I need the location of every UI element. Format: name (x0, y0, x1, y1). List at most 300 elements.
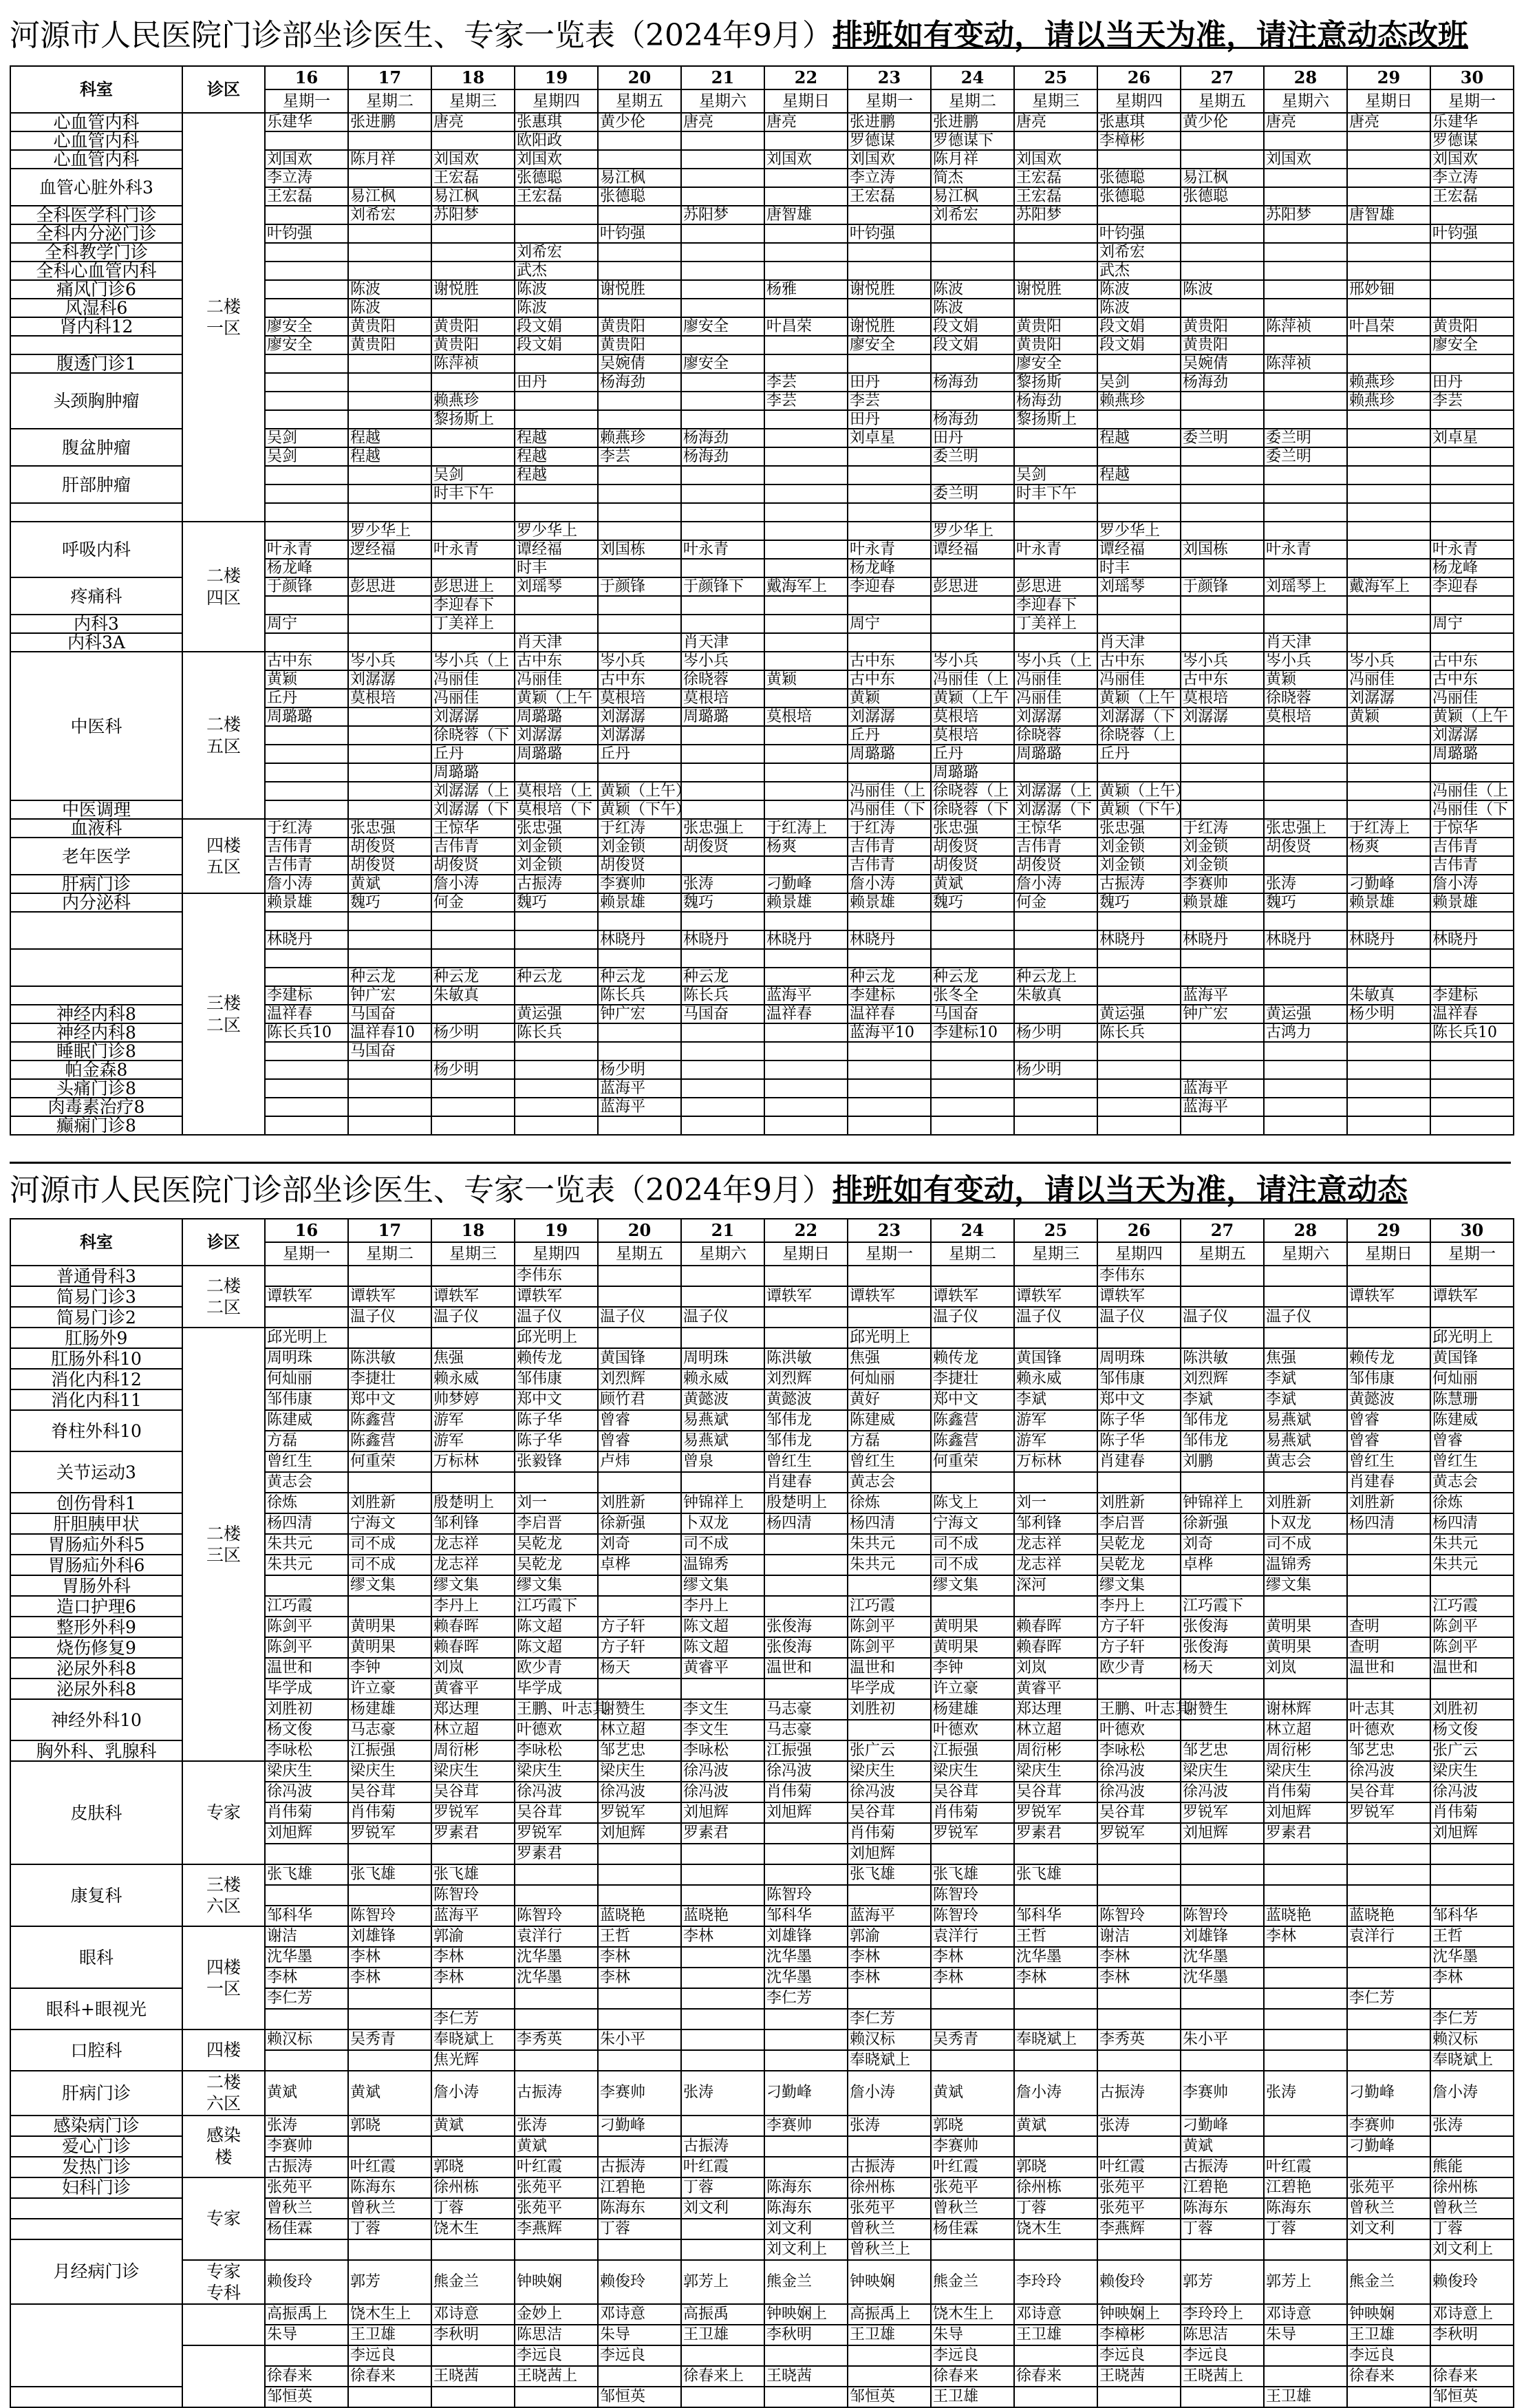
doctor-cell (681, 2345, 764, 2366)
doctor-cell: 徐炼 (265, 1493, 348, 1513)
doctor-cell (1264, 410, 1347, 429)
doctor-cell (848, 299, 931, 317)
doctor-cell (1430, 354, 1514, 373)
doctor-cell: 马国奋 (348, 1005, 431, 1023)
doctor-cell: 丘丹 (848, 726, 931, 745)
doctor-cell (1430, 1266, 1514, 1286)
doctor-cell: 刘文利上 (764, 2239, 848, 2260)
doctor-cell: 邓诗意 (431, 2304, 515, 2325)
doctor-cell: 李樟彬 (1097, 131, 1181, 150)
doctor-cell (1347, 968, 1430, 986)
doctor-cell: 邹伟康 (265, 1389, 348, 1410)
doctor-cell (598, 1679, 681, 1699)
doctor-cell (764, 1596, 848, 1617)
doctor-cell: 李斌 (1264, 1389, 1347, 1410)
doctor-cell: 李燕辉 (1097, 2219, 1181, 2239)
doctor-cell: 刘潺潺 (848, 707, 931, 726)
doctor-cell: 曾秋兰 (848, 2219, 931, 2239)
doctor-cell (1264, 1472, 1347, 1493)
doctor-cell: 丁蓉 (1264, 2219, 1347, 2239)
doctor-cell: 钟广宏 (348, 986, 431, 1005)
header-weekday: 星期一 (848, 1242, 931, 1266)
doctor-cell: 黄贵阳 (598, 336, 681, 354)
doctor-cell: 李林 (348, 1968, 431, 1988)
doctor-cell (764, 782, 848, 800)
doctor-cell (681, 1328, 764, 1348)
doctor-cell: 廖安全 (681, 317, 764, 336)
doctor-cell: 赖传龙 (515, 1348, 598, 1369)
doctor-cell (1181, 206, 1264, 224)
department-cell: 泌尿外科8 (10, 1679, 182, 1699)
doctor-cell (1181, 949, 1264, 968)
doctor-cell (931, 1098, 1014, 1116)
doctor-cell: 冯丽佳 (431, 689, 515, 707)
department-cell: 风湿科6 (10, 299, 182, 317)
doctor-cell: 沈华墨 (1181, 1947, 1264, 1968)
doctor-cell (681, 1061, 764, 1079)
doctor-cell: 古中东 (515, 652, 598, 670)
doctor-cell (598, 1575, 681, 1596)
header-date: 21 (681, 1219, 764, 1242)
doctor-cell: 龙志祥 (1014, 1534, 1097, 1555)
doctor-cell: 黄贵阳 (1181, 336, 1264, 354)
doctor-cell (1264, 1947, 1347, 1968)
doctor-cell (265, 633, 348, 652)
doctor-cell (1347, 615, 1430, 633)
doctor-cell: 陈萍祯 (1264, 354, 1347, 373)
doctor-cell (1347, 187, 1430, 206)
doctor-cell (515, 1061, 598, 1079)
doctor-cell: 赖俊玲 (1430, 2260, 1514, 2305)
doctor-cell: 段文娟 (515, 317, 598, 336)
doctor-cell (348, 354, 431, 373)
doctor-cell: 刘国栋 (1181, 540, 1264, 559)
doctor-cell (1347, 131, 1430, 150)
doctor-cell (1264, 243, 1347, 262)
doctor-cell (515, 224, 598, 243)
doctor-cell: 黄斌 (348, 875, 431, 893)
doctor-cell: 李林 (431, 1947, 515, 1968)
doctor-cell: 曾红生 (764, 1451, 848, 1472)
doctor-cell: 李捷壮 (348, 1369, 431, 1389)
clinic-area-cell (182, 522, 265, 652)
doctor-cell: 谢悦胜 (848, 317, 931, 336)
table-row (10, 113, 1514, 131)
doctor-cell (348, 392, 431, 410)
doctor-cell (681, 1844, 764, 1864)
clinic-area-label: 四楼一区 (206, 1957, 241, 1999)
doctor-cell (681, 2219, 764, 2239)
doctor-cell: 熊金兰 (931, 2260, 1014, 2305)
schedule-title-bottom (10, 1170, 1408, 1211)
doctor-cell (348, 484, 431, 503)
header-weekday: 星期三 (1014, 89, 1097, 113)
doctor-cell (1181, 559, 1264, 577)
doctor-cell: 张俊海 (764, 1617, 848, 1637)
doctor-cell: 叶永青 (431, 540, 515, 559)
doctor-cell: 杨少明 (598, 1061, 681, 1079)
doctor-cell (681, 800, 764, 819)
doctor-cell: 陈智玲 (931, 1906, 1014, 1926)
doctor-cell: 李林 (931, 1968, 1014, 1988)
department-cell: 腹盆肿瘤 (10, 429, 182, 466)
doctor-cell (1097, 2239, 1181, 2260)
doctor-cell: 丁蓉 (1181, 2219, 1264, 2239)
doctor-cell (1264, 169, 1347, 187)
doctor-cell: 李远良 (1181, 2345, 1264, 2366)
doctor-cell (1264, 726, 1347, 745)
doctor-cell: 焦光辉 (431, 2050, 515, 2071)
doctor-cell: 朱共元 (265, 1555, 348, 1575)
doctor-cell: 王晓茜 (1097, 2366, 1181, 2387)
doctor-cell: 游军 (1014, 1431, 1097, 1451)
doctor-cell: 刘希宏 (348, 206, 431, 224)
doctor-cell: 龙志祥 (431, 1555, 515, 1575)
doctor-cell (1014, 1116, 1097, 1135)
doctor-cell: 刘国欢 (848, 150, 931, 169)
doctor-cell (1181, 968, 1264, 986)
doctor-cell: 叶德欢 (931, 1720, 1014, 1740)
doctor-cell: 奉晓斌上 (431, 2029, 515, 2050)
doctor-cell: 徐晓蓉（上 (931, 782, 1014, 800)
doctor-cell: 李芸 (848, 392, 931, 410)
doctor-cell: 胡俊贤 (431, 856, 515, 875)
doctor-cell: 莫根培 (931, 726, 1014, 745)
doctor-cell: 赖传龙 (1347, 1348, 1430, 1369)
doctor-cell: 李咏松 (265, 1740, 348, 1761)
doctor-cell (681, 912, 764, 930)
doctor-cell: 梁庆生 (515, 1761, 598, 1782)
doctor-cell (764, 540, 848, 559)
department-cell: 眼科 (10, 1926, 182, 1988)
doctor-cell: 罗锐军 (598, 1802, 681, 1823)
doctor-cell (515, 2387, 598, 2407)
doctor-cell (681, 782, 764, 800)
doctor-cell: 王宏磊 (431, 169, 515, 187)
doctor-cell (681, 224, 764, 243)
header-dept: 科室 (10, 66, 182, 113)
doctor-cell: 陈长兵10 (265, 1023, 348, 1042)
doctor-cell (348, 262, 431, 280)
doctor-cell: 陈波 (515, 280, 598, 299)
doctor-cell: 温祥春 (1430, 1005, 1514, 1023)
doctor-cell: 杨佳霖 (931, 2219, 1014, 2239)
doctor-cell (431, 522, 515, 540)
doctor-cell (1097, 1098, 1181, 1116)
doctor-cell: 马志豪 (764, 1699, 848, 1720)
doctor-cell (681, 280, 764, 299)
doctor-cell (681, 2029, 764, 2050)
doctor-cell: 叶德欢 (515, 1720, 598, 1740)
header-date: 20 (598, 1219, 681, 1242)
doctor-cell (431, 224, 515, 243)
doctor-cell: 邹恒英 (848, 2387, 931, 2407)
doctor-cell (598, 559, 681, 577)
doctor-cell: 詹小涛 (1430, 2071, 1514, 2116)
doctor-cell (681, 169, 764, 187)
doctor-cell: 程越 (515, 447, 598, 466)
doctor-cell: 陈波 (931, 280, 1014, 299)
doctor-cell (515, 1472, 598, 1493)
doctor-cell (1181, 410, 1264, 429)
doctor-cell (1430, 243, 1514, 262)
doctor-cell: 张苑平 (1097, 2198, 1181, 2219)
doctor-cell: 陈智玲 (1181, 1906, 1264, 1926)
doctor-cell (431, 1098, 515, 1116)
doctor-cell (348, 1596, 431, 1617)
doctor-cell (515, 392, 598, 410)
doctor-cell: 朱导 (265, 2325, 348, 2345)
doctor-cell: 刘文利 (681, 2198, 764, 2219)
doctor-cell: 深河 (1014, 1575, 1097, 1596)
doctor-cell (348, 726, 431, 745)
department-cell: 头颈胸肿瘤 (10, 373, 182, 429)
doctor-cell: 林立超 (1014, 1720, 1097, 1740)
doctor-cell (348, 2050, 431, 2071)
doctor-cell: 李赛帅 (1181, 2071, 1264, 2116)
header-weekday: 星期六 (1264, 89, 1347, 113)
doctor-cell: 古振涛 (515, 2071, 598, 2116)
doctor-cell: 杨海劲 (1014, 392, 1097, 410)
doctor-cell (1181, 1575, 1264, 1596)
doctor-cell (1347, 1116, 1430, 1135)
doctor-cell: 王晓茜上 (1181, 2366, 1264, 2387)
doctor-cell (1181, 2387, 1264, 2407)
table-row (10, 1761, 1514, 1782)
doctor-cell: 徐晓蓉 (681, 670, 764, 689)
doctor-cell (848, 1988, 931, 2009)
department-cell: 胃肠疝外科6 (10, 1555, 182, 1575)
doctor-cell (431, 1328, 515, 1348)
doctor-cell: 邹伟康 (1097, 1369, 1181, 1389)
doctor-cell (348, 2136, 431, 2157)
doctor-cell (265, 782, 348, 800)
doctor-cell (1014, 930, 1097, 949)
doctor-cell (1014, 1098, 1097, 1116)
doctor-cell: 种云龙 (431, 968, 515, 986)
doctor-cell: 沈华墨 (1181, 1968, 1264, 1988)
doctor-cell (598, 763, 681, 782)
department-cell: 胃肠外科 (10, 1575, 182, 1596)
doctor-cell: 段文娟 (515, 336, 598, 354)
doctor-cell: 詹小涛 (265, 875, 348, 893)
header-weekday: 星期一 (265, 1242, 348, 1266)
doctor-cell (265, 596, 348, 615)
doctor-cell: 廖安全 (848, 336, 931, 354)
doctor-cell: 岑小兵 (931, 652, 1014, 670)
doctor-cell: 沈华墨 (515, 1968, 598, 1988)
header-weekday: 星期四 (515, 1242, 598, 1266)
doctor-cell (1264, 484, 1347, 503)
doctor-cell (681, 2050, 764, 2071)
doctor-cell: 古中东 (1097, 652, 1181, 670)
doctor-cell (1430, 1988, 1514, 2009)
doctor-cell: 沈华墨 (1430, 1947, 1514, 1968)
table-row (10, 2071, 1514, 2116)
doctor-cell (764, 615, 848, 633)
doctor-cell: 魏巧 (1097, 893, 1181, 912)
doctor-cell (1347, 782, 1430, 800)
doctor-cell (598, 2009, 681, 2029)
doctor-cell: 缪文集 (348, 1575, 431, 1596)
doctor-cell: 古中东 (1181, 670, 1264, 689)
doctor-cell: 李启晋 (1097, 1513, 1181, 1534)
doctor-cell (1181, 1885, 1264, 1906)
doctor-cell (598, 1328, 681, 1348)
doctor-cell: 徐晓蓉（上 (1097, 726, 1181, 745)
doctor-cell: 陈海东 (764, 2177, 848, 2198)
clinic-area-label: 三楼六区 (206, 1874, 241, 1916)
doctor-cell: 刘旭辉 (1430, 1823, 1514, 1844)
doctor-cell: 古中东 (1430, 652, 1514, 670)
doctor-cell (265, 2009, 348, 2029)
doctor-cell: 武杰 (1097, 262, 1181, 280)
doctor-cell (265, 1079, 348, 1098)
doctor-cell: 吉伟青 (265, 856, 348, 875)
doctor-cell: 温世和 (848, 1658, 931, 1679)
doctor-cell: 殷楚明上 (764, 1493, 848, 1513)
doctor-cell: 曾睿 (1347, 1410, 1430, 1431)
clinic-area-label: 二楼六区 (206, 2072, 241, 2114)
doctor-cell: 莫根培 (598, 689, 681, 707)
doctor-cell (1430, 949, 1514, 968)
doctor-cell: 徐冯波 (265, 1782, 348, 1802)
doctor-cell (1264, 1679, 1347, 1699)
doctor-cell: 吴谷茸 (431, 1782, 515, 1802)
doctor-cell: 谢悦胜 (431, 280, 515, 299)
doctor-cell: 唐亮 (764, 113, 848, 131)
doctor-cell: 刘希宏 (515, 243, 598, 262)
doctor-cell: 刘瑶琴上 (1264, 577, 1347, 596)
doctor-cell (1014, 2050, 1097, 2071)
doctor-cell: 杨四清 (1347, 1513, 1430, 1534)
doctor-cell: 张广云 (848, 1740, 931, 1761)
doctor-cell: 易燕斌 (681, 1410, 764, 1431)
doctor-cell: 委兰明 (1181, 429, 1264, 447)
department-cell (10, 2387, 182, 2407)
doctor-cell (848, 2366, 931, 2387)
doctor-cell (515, 930, 598, 949)
department-cell: 肛肠外9 (10, 1328, 182, 1348)
doctor-cell: 廖安全 (681, 354, 764, 373)
doctor-cell: 邹伟龙 (764, 1431, 848, 1451)
doctor-cell: 吴剑 (1014, 466, 1097, 484)
doctor-cell (764, 1061, 848, 1079)
doctor-cell: 詹小涛 (848, 875, 931, 893)
doctor-cell: 李赛帅 (265, 2136, 348, 2157)
doctor-cell (348, 1061, 431, 1079)
header-date: 23 (848, 1219, 931, 1242)
doctor-cell (431, 949, 515, 968)
doctor-cell (1014, 633, 1097, 652)
doctor-cell (764, 262, 848, 280)
doctor-cell (1097, 1472, 1181, 1493)
doctor-cell: 刘卓星 (1430, 429, 1514, 447)
doctor-cell (1347, 1023, 1430, 1042)
clinic-area-label: 二楼四区 (206, 566, 241, 608)
doctor-cell: 莫根培 (681, 689, 764, 707)
doctor-cell: 黎扬斯上 (1014, 410, 1097, 429)
doctor-cell (1181, 1864, 1264, 1885)
doctor-cell: 徐新强 (1181, 1513, 1264, 1534)
doctor-cell: 魏巧 (681, 893, 764, 912)
doctor-cell (348, 1328, 431, 1348)
doctor-cell: 杨文俊 (265, 1720, 348, 1740)
doctor-cell (1347, 800, 1430, 819)
doctor-cell: 叶志其 (1347, 1699, 1430, 1720)
doctor-cell (681, 559, 764, 577)
doctor-cell (431, 243, 515, 262)
doctor-cell: 张苑平 (848, 2198, 931, 2219)
doctor-cell (1264, 373, 1347, 392)
doctor-cell (1347, 1596, 1430, 1617)
header-weekday: 星期一 (1430, 1242, 1514, 1266)
doctor-cell (1014, 1472, 1097, 1493)
doctor-cell: 杨天 (1181, 1658, 1264, 1679)
table-row (10, 2345, 1514, 2366)
doctor-cell (1181, 726, 1264, 745)
doctor-cell: 缪文集 (515, 1575, 598, 1596)
doctor-cell: 游军 (431, 1431, 515, 1451)
doctor-cell: 刘潺潺 (598, 707, 681, 726)
doctor-cell: 欧少青 (1097, 1658, 1181, 1679)
doctor-cell: 程越 (348, 429, 431, 447)
doctor-cell (598, 949, 681, 968)
header-date: 28 (1264, 1219, 1347, 1242)
doctor-cell: 江巧霞下 (515, 1596, 598, 1617)
doctor-cell: 邹科华 (764, 1906, 848, 1926)
doctor-cell (348, 782, 431, 800)
department-cell: 老年医学 (10, 838, 182, 875)
doctor-cell: 李丹上 (431, 1596, 515, 1617)
doctor-cell (764, 2157, 848, 2177)
doctor-cell: 肖伟菊 (848, 1823, 931, 1844)
doctor-cell: 张涛 (1430, 2116, 1514, 2136)
doctor-cell: 张俊海 (764, 1637, 848, 1658)
doctor-cell: 张忠强上 (681, 819, 764, 838)
department-cell: 内科3 (10, 615, 182, 633)
doctor-cell: 钟映娴 (1347, 2304, 1430, 2325)
doctor-cell: 肖伟菊 (1430, 1802, 1514, 1823)
doctor-cell (1347, 596, 1430, 615)
doctor-cell: 黄贵阳 (1181, 317, 1264, 336)
doctor-cell: 刘胜新 (1097, 1493, 1181, 1513)
doctor-cell: 莫根培 (764, 707, 848, 726)
doctor-cell (1347, 2050, 1430, 2071)
doctor-cell (265, 131, 348, 150)
doctor-cell: 陈鑫营 (931, 1431, 1014, 1451)
clinic-area-label: 四楼五区 (206, 835, 241, 877)
doctor-cell (1181, 800, 1264, 819)
doctor-cell (848, 243, 931, 262)
doctor-cell (265, 410, 348, 429)
department-cell: 肉毒素治疗8 (10, 1098, 182, 1116)
doctor-cell: 温锦秀 (1264, 1555, 1347, 1575)
doctor-cell: 邹艺忠 (1347, 1740, 1430, 1761)
doctor-cell: 岑小兵 (681, 652, 764, 670)
doctor-cell: 林立超 (1264, 1720, 1347, 1740)
doctor-cell: 刘金锁 (515, 838, 598, 856)
doctor-cell: 王晓茜上 (515, 2366, 598, 2387)
doctor-cell (348, 2009, 431, 2029)
doctor-cell: 陈波 (1097, 299, 1181, 317)
doctor-cell: 叶德欢 (1347, 1720, 1430, 1740)
doctor-cell: 游军 (1014, 1410, 1097, 1431)
header-date: 22 (764, 66, 848, 89)
doctor-cell (431, 2136, 515, 2157)
doctor-cell (1347, 1098, 1430, 1116)
doctor-cell: 江巧霞 (265, 1596, 348, 1617)
